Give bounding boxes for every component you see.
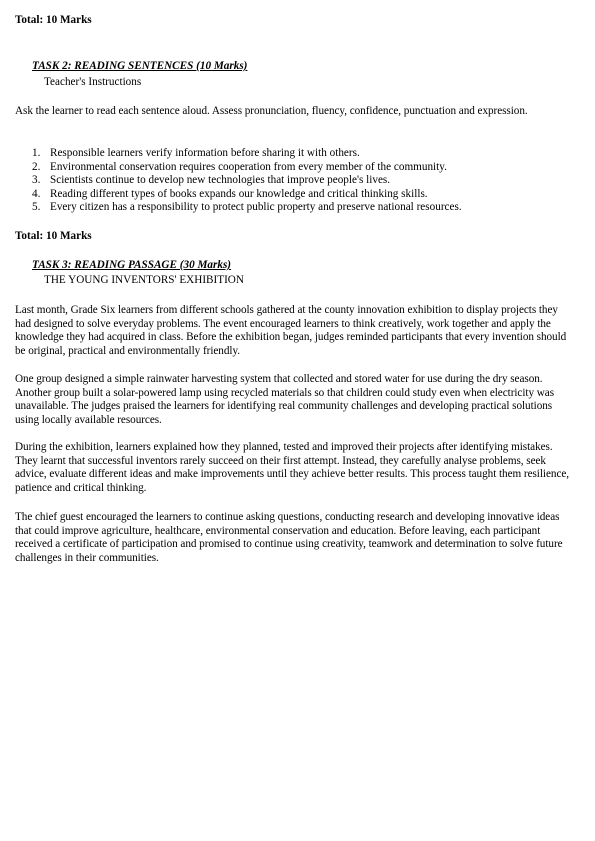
list-number: 1. (32, 147, 41, 159)
task3-heading: TASK 3: READING PASSAGE (30 Marks) (32, 259, 232, 271)
sentence-text: Environmental conservation requires cooperation from every member of the community. (50, 160, 447, 173)
list-item (15, 161, 575, 175)
passage-paragraph-1: Last month, Grade Six learners from different schools gathered at the county innovation exhibition to display projects they had designed to solve everyday problems. The event encouraged learners to think creatively, work together and apply the knowledge they had acquired in class. Before the exhibition began, judges reminded participants that every invention should be original, practical and environmentally friendly. (15, 304, 567, 357)
list-number: 5. (32, 201, 41, 214)
list-number: 3. (32, 174, 41, 187)
sentence-text: Every citizen has a responsibility to protect public property and preserve national resources. (50, 201, 462, 214)
passage-paragraph-4: The chief guest encouraged the learners to continue asking questions, conducting research and developing innovative ideas that could improve agriculture, healthcare, environmental conservation and education. Before leaving, each participant received a certificate of participation and promised to continue using creativity, teamwork and determination to solve future challenges in their communities. (15, 511, 563, 564)
list-number: 4. (32, 187, 41, 200)
sentence-list (15, 147, 575, 215)
list-item (15, 174, 575, 188)
sentence-text: Scientists continue to develop new technologies that improve people's lives. (50, 174, 391, 187)
list-item (15, 201, 575, 215)
total-marks-task2: Total: 10 Marks (15, 230, 92, 242)
passage-paragraph-3: During the exhibition, learners explained how they planned, tested and improved their projects after identifying mistakes. They learnt that successful inventors rarely succeed on their first attempt. Instead, they carefully analyse problems, seek advice, evaluate different ideas and make improvements until they achieve better results. This process taught them resilience, patience and critical thinking. (15, 441, 570, 494)
total-marks-top: Total: 10 Marks (15, 14, 92, 26)
passage-paragraph-2: One group designed a simple rainwater harvesting system that collected and stored water for use during the dry season. Another group built a solar-powered lamp using recycled materials so that children could study even when electricity was unavailable. The judges praised the learners for identifying real community challenges and developing practical solutions using locally available resources. (15, 373, 554, 426)
sentence-text: Responsible learners verify information before sharing it with others. (50, 147, 360, 159)
list-item (15, 147, 575, 161)
task2-heading: TASK 2: READING SENTENCES (10 Marks) (32, 60, 248, 72)
task2-subheading: Teacher's Instructions (44, 76, 142, 88)
task2-instruction: Ask the learner to read each sentence aloud. Assess pronunciation, fluency, confidence, punctuation and expression. (15, 105, 528, 117)
list-item (15, 188, 575, 202)
passage-title: THE YOUNG INVENTORS' EXHIBITION (44, 274, 244, 286)
list-number: 2. (32, 160, 41, 173)
sentence-text: Reading different types of books expands our knowledge and critical thinking skills. (50, 187, 428, 200)
